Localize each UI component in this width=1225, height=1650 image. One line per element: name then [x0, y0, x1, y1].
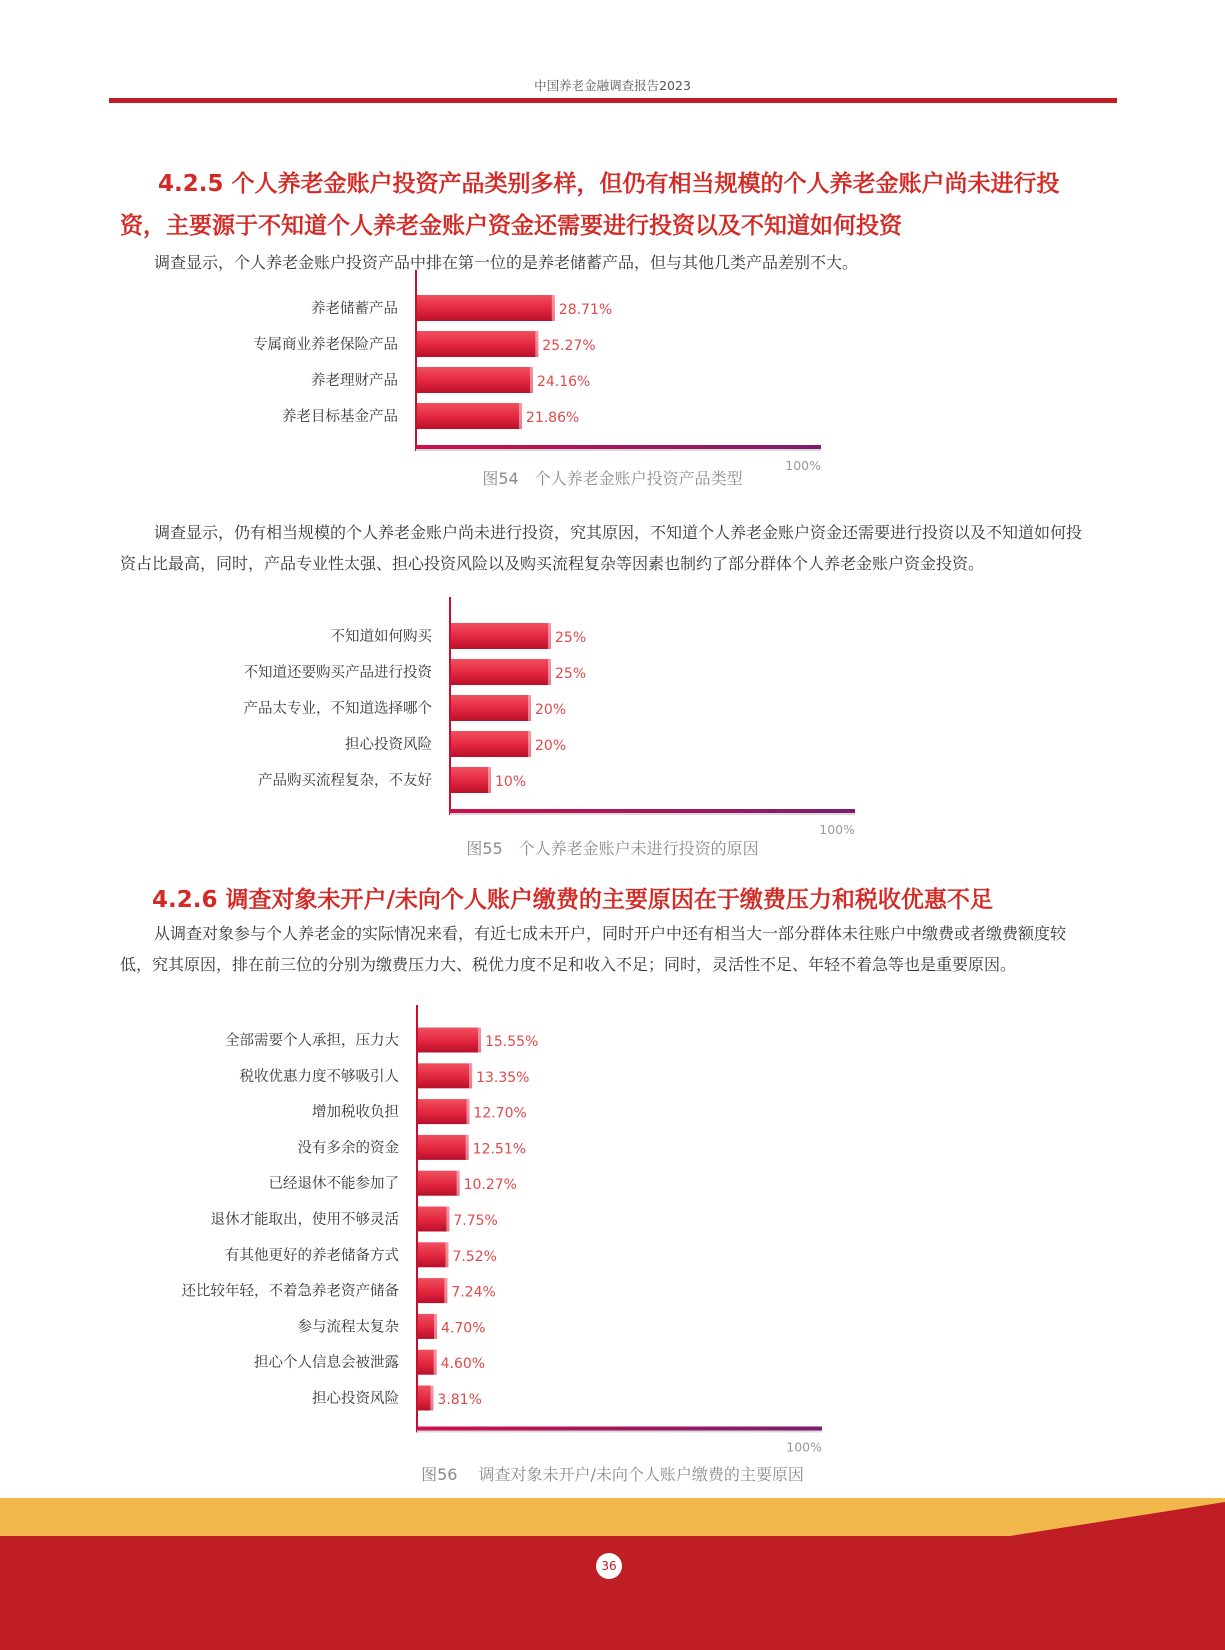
bar	[451, 659, 551, 685]
value-label: 12.51%	[472, 1141, 527, 1158]
category-label: 养老储蓄产品	[311, 301, 398, 317]
x-axis-shadow	[416, 449, 821, 451]
category-label: 不知道如何购买	[330, 629, 432, 645]
value-label: 7.52%	[452, 1248, 497, 1265]
bar	[451, 767, 491, 793]
value-label: 13.35%	[476, 1069, 530, 1086]
chart-not-invested-reasons	[0, 597, 1225, 837]
paragraph-investment-products: 调查显示，个人养老金账户投资产品中排在第一位的是养老储蓄产品，但与其他几类产品差别不大。	[154, 253, 859, 272]
bar	[418, 1028, 481, 1053]
bar	[418, 1135, 469, 1160]
bar-highlight	[552, 295, 555, 321]
axis-max-label: 100%	[819, 822, 855, 837]
bar-highlight	[535, 331, 538, 357]
value-label: 20%	[535, 702, 567, 718]
bar-highlight	[434, 1350, 437, 1375]
bar	[451, 695, 531, 721]
page-number: 36	[596, 1553, 622, 1579]
bar-highlight	[548, 659, 551, 685]
section-title-4-2-6: 4.2.6 调查对象未开户/未向个人账户缴费的主要原因在于缴费压力和税收优惠不足	[152, 887, 993, 913]
header-divider	[109, 98, 1117, 103]
category-label: 税收优惠力度不够吸引人	[239, 1068, 399, 1085]
chart-not-contributing-reasons	[0, 1005, 1225, 1455]
chart-investment-product-types	[0, 270, 1225, 473]
value-label: 4.60%	[440, 1356, 486, 1373]
category-label: 参与流程太复杂	[297, 1319, 399, 1336]
chart-caption-fig56: 图56 调查对象未开户/未向个人账户缴费的主要原因	[421, 1465, 804, 1484]
section-title-4-2-5-line2: 资，主要源于不知道个人养老金账户资金还需要进行投资以及不知道如何投资	[120, 213, 902, 239]
value-label: 15.55%	[484, 1034, 539, 1050]
value-label: 28.71%	[558, 302, 613, 318]
bar-highlight	[457, 1171, 460, 1196]
bar	[418, 1278, 447, 1303]
value-label: 4.70%	[441, 1320, 486, 1337]
x-axis-shadow	[417, 1431, 822, 1433]
bar	[417, 403, 522, 429]
bar	[418, 1207, 449, 1232]
bar	[451, 731, 531, 757]
bar-highlight	[469, 1063, 472, 1088]
bar-highlight	[445, 1242, 448, 1267]
bar	[418, 1099, 469, 1124]
category-label: 还比较年轻，不着急养老资产储备	[181, 1283, 399, 1300]
paragraph-not-invested-reasons: 调查显示，仍有相当规模的个人养老金账户尚未进行投资，究其原因，不知道个人养老金账户资金还需要进行投资以及不知道如何投资占比最高，同时，产品专业性太强、担心投资风险以及购买流程复杂等因素也制约了部分群体个人养老金账户资金投资。	[120, 523, 1083, 573]
chart-caption-fig54: 图54 个人养老金账户投资产品类型	[482, 469, 743, 488]
bar-highlight	[430, 1386, 433, 1411]
bar-highlight	[444, 1278, 447, 1303]
value-label: 25%	[555, 666, 587, 682]
x-axis-line	[450, 809, 855, 813]
category-label: 养老目标基金产品	[282, 409, 398, 425]
bar-highlight	[530, 367, 533, 393]
value-label: 20%	[535, 738, 567, 754]
value-label: 7.24%	[451, 1284, 496, 1301]
bar-highlight	[519, 403, 522, 429]
value-label: 3.81%	[437, 1392, 482, 1408]
category-label: 产品太专业，不知道选择哪个	[243, 701, 432, 717]
bar-highlight	[446, 1207, 449, 1232]
x-axis-shadow	[450, 813, 855, 815]
page-header-title: 中国养老金融调查报告2023	[534, 78, 691, 93]
bar	[418, 1171, 460, 1196]
section-title-4-2-5-line1: 4.2.5 个人养老金账户投资产品类别多样，但仍有相当规模的个人养老金账户尚未进行投	[158, 171, 1060, 197]
x-axis-line	[416, 445, 821, 449]
bar	[417, 367, 533, 393]
value-label: 25%	[555, 630, 587, 646]
category-label: 养老理财产品	[311, 373, 398, 389]
category-label: 担心个人信息会被泄露	[254, 1355, 399, 1372]
bar-highlight	[466, 1099, 469, 1124]
category-label: 有其他更好的养老储备方式	[225, 1247, 399, 1264]
category-label: 全部需要个人承担，压力大	[225, 1033, 399, 1049]
value-label: 10%	[495, 774, 527, 790]
bar-highlight	[434, 1314, 437, 1339]
bar	[451, 623, 551, 649]
category-label: 专属商业养老保险产品	[253, 337, 398, 353]
bar-highlight	[478, 1028, 481, 1053]
chart-caption-fig55: 图55 个人养老金账户未进行投资的原因	[466, 839, 759, 858]
category-label: 增加税收负担	[312, 1104, 399, 1121]
paragraph-not-contributing-reasons: 从调查对象参与个人养老金的实际情况来看，有近七成未开户，同时开户中还有相当大一部分群体未往账户中缴费或者缴费额度较低，究其原因，排在前三位的分别为缴费压力大、税优力度不足和收入不足；同时，灵活性不足、年轻不着急等也是重要原因。	[120, 924, 1067, 974]
x-axis-line	[417, 1427, 822, 1431]
category-label: 退休才能取出，使用不够灵活	[210, 1212, 399, 1228]
bar	[417, 295, 555, 321]
bar	[417, 331, 538, 357]
value-label: 25.27%	[542, 338, 596, 354]
category-label: 不知道还要购买产品进行投资	[243, 665, 432, 681]
axis-max-label: 100%	[785, 458, 821, 473]
category-label: 担心投资风险	[312, 1391, 399, 1407]
bar-highlight	[466, 1135, 469, 1160]
category-label: 担心投资风险	[345, 737, 432, 753]
bar-highlight	[548, 623, 551, 649]
category-label: 产品购买流程复杂，不友好	[258, 773, 432, 789]
category-label: 没有多余的资金	[297, 1140, 399, 1157]
bar-highlight	[528, 695, 531, 721]
bar-highlight	[528, 731, 531, 757]
value-label: 7.75%	[453, 1213, 498, 1229]
value-label: 24.16%	[536, 374, 591, 390]
category-label: 已经退休不能参加了	[268, 1176, 399, 1193]
value-label: 10.27%	[463, 1177, 517, 1194]
value-label: 12.70%	[473, 1105, 527, 1122]
value-label: 21.86%	[525, 410, 580, 426]
axis-max-label: 100%	[786, 1439, 822, 1455]
bar-highlight	[488, 767, 491, 793]
bar	[418, 1242, 448, 1267]
bar	[418, 1063, 472, 1088]
